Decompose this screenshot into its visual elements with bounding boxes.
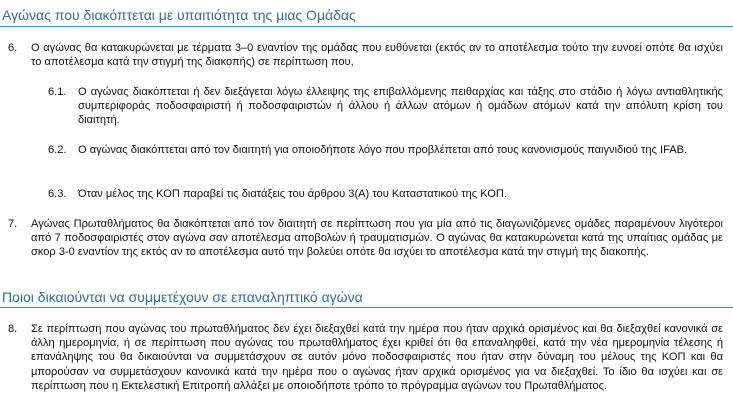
item-text-8: Σε περίπτωση που αγώνας του πρωταθλήματος δεν έχει διεξαχθεί κατά την ημέρα που ήταν αρχικά ορισμένος και θα διεξαχθεί κανονικά σε άλλη ημερομηνία, ή σε περίπτωση που αγώνας του πρωταθλήματος έχει κριθεί ότι θα επαναληφθεί, κατά την νέα ημερομηνία τέλεσης ή επανάληψης του θα δικαιούνται να συμμετάσχουν σε αυτόν μόνο ποδοσφαιριστές που ήταν στην δύναμη του μέλους της ΚΟΠ και θα μπορούσαν να συμμετάσχουν κανονικά κατά την ημέρα που ο αγώνας ήταν αρχικά ορισμένος για να διεξαχθεί. Το ίδιο θα ισχύει και σε περίπτωση που η Εκτελεστική Επιτροπή αλλάξει με οποιοδήποτε τρόπο το πρόγραμμα αγώνων του Πρωταθλήματος. — [31, 323, 723, 392]
item-text-6-1: Ο αγώνας διακόπτεται ή δεν διεξάγεται λόγω έλλειψης της επιβαλλόμενης πειθαρχίας και τάξης στο στάδιο ή λόγω αντιαθλητικής συμπεριφοράς ποδοσφαιριστή ή ποδοσφαιριστών ή άλλου ή άλλων ατόμων ή ομάδων ατόμων κατά την απόλυτη κρίση του διαιτητή. — [78, 86, 723, 127]
section-divider — [0, 26, 733, 27]
item-text-6-3: Όταν μέλος της ΚΟΠ παραβεί τις διατάξεις του άρθρου 3(Α) του Καταστατικού της ΚΟΠ. — [78, 188, 508, 200]
item-number-6-2: 6.2. — [48, 144, 67, 156]
item-number-7: 7. — [8, 218, 18, 230]
item-number-8: 8. — [8, 323, 18, 335]
section-heading-interrupted-match: Αγώνας που διακόπτεται με υπαιτιότητα της μιας Ομάδας — [2, 7, 356, 23]
section-heading-replay-participation: Ποιοι δικαιούνται να συμμετέχουν σε επαναληπτικό αγώνα — [2, 289, 363, 305]
item-number-6: 6. — [8, 42, 18, 54]
item-text-6: Ο αγώνας θα κατακυρώνεται με τέρματα 3–0 εναντίον της ομάδας που ευθύνεται (εκτός αν το αποτέλεσμα τούτο την ευνοεί οπότε θα ισχύει το αποτέλεσμα κατά την στιγμή της διακοπής) σε περίπτωση που, — [31, 42, 723, 69]
item-text-7: Αγώνας Πρωταθλήματος θα διακόπτεται από τον διαιτητή σε περίπτωση που για μία από τις διαγωνιζόμενες ομάδες παραμένουν λιγότεροι από 7 ποδοσφαιριστές στον αγώνα σαν αποτέλεσμα αποβολών ή τραυματισμών. Ο αγώνας θα κατακυρώνεται κατά της υπαίτιας ομάδας με σκορ 3-0 εναντίον της εκτός αν το αποτέλεσμα αυτό την βολεύει οπότε θα ισχύει το αποτέλεσμα κατά την στιγμή της διακοπής. — [31, 218, 723, 259]
item-number-6-3: 6.3. — [48, 188, 67, 200]
section-divider — [0, 307, 733, 308]
item-text-6-2: Ο αγώνας διακόπτεται από τον διαιτητή για οποιοδήποτε λόγο που προβλέπεται από τους κανονισμούς παιγνιδιού της IFAB. — [78, 144, 688, 156]
item-number-6-1: 6.1. — [48, 86, 67, 98]
